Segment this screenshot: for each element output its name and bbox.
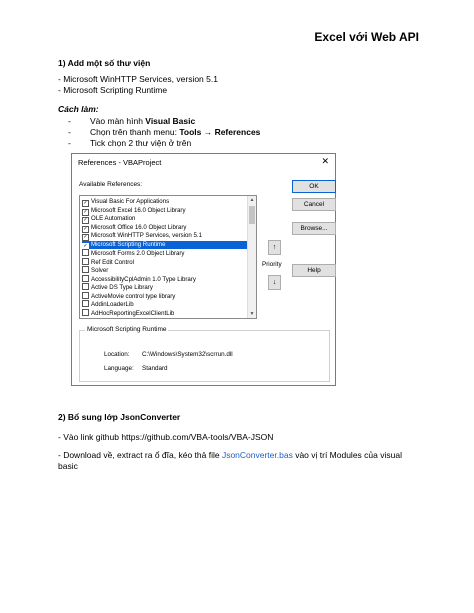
scroll-down-icon[interactable]: ▼ — [249, 311, 255, 317]
instruction-text: vào vị trí Modules của visual — [292, 450, 402, 460]
checkbox-icon[interactable] — [82, 258, 89, 265]
file-link[interactable]: JsonConverter.bas — [221, 450, 293, 460]
reference-item-label: Solver — [91, 267, 109, 274]
checkbox-icon[interactable] — [82, 309, 89, 316]
dialog-title: References - VBAProject — [78, 158, 162, 167]
step-text: Vào màn hình — [90, 116, 146, 126]
step-item — [68, 138, 191, 149]
reference-item[interactable] — [82, 215, 248, 223]
reference-item[interactable] — [82, 292, 248, 300]
scroll-thumb[interactable] — [249, 206, 255, 224]
checkbox-icon[interactable] — [82, 266, 89, 273]
checkbox-icon[interactable] — [82, 275, 89, 282]
list-scrollbar[interactable] — [247, 196, 256, 318]
reference-item-label: Active DS Type Library — [91, 284, 153, 291]
scroll-up-icon[interactable]: ▲ — [249, 197, 255, 203]
reference-item-label: Microsoft Scripting Runtime — [91, 240, 166, 248]
checkbox-icon[interactable] — [82, 300, 89, 307]
bullet-dash: - — [68, 138, 71, 148]
step-text: Chọn trên thanh menu: — [90, 127, 180, 137]
reference-item-label: Microsoft WinHTTP Services, version 5.1 — [91, 232, 202, 239]
reference-item[interactable] — [82, 283, 248, 291]
reference-item[interactable] — [82, 258, 248, 266]
instruction-text: - Download về, extract ra ổ đĩa, kéo thả file — [58, 450, 222, 460]
reference-item[interactable] — [82, 309, 248, 317]
instruction-line — [58, 450, 402, 461]
reference-item[interactable] — [82, 275, 248, 283]
reference-item-label: Microsoft Office 16.0 Object Library — [91, 223, 187, 231]
bullet-dash: - — [68, 127, 71, 137]
checkbox-checked-icon[interactable]: ✓ — [83, 217, 88, 223]
reference-item-label: OLE Automation — [91, 215, 136, 222]
step-text-bold: Tools → References — [179, 127, 261, 137]
reference-item-label: AccessibilityCplAdmin 1.0 Type Library — [91, 275, 196, 283]
help-button[interactable]: Help — [292, 264, 336, 277]
instruction-line: - Vào link github https://github.com/VBA-tools/VBA-JSON — [58, 432, 274, 442]
reference-item-label: Microsoft Excel 16.0 Object Library — [91, 206, 186, 214]
reference-item-label: Visual Basic For Applications — [91, 198, 170, 205]
reference-item[interactable] — [82, 207, 248, 215]
reference-item[interactable] — [82, 249, 248, 257]
language-label: Language: — [104, 365, 134, 372]
reference-item[interactable] — [82, 300, 248, 308]
close-icon[interactable]: ✕ — [321, 156, 329, 166]
checkbox-icon[interactable] — [82, 249, 89, 256]
browse-button[interactable]: Browse... — [292, 222, 336, 235]
reference-item-label: AdHocReportingExcelClientLib — [91, 309, 175, 317]
library-item: - Microsoft Scripting Runtime — [58, 85, 168, 95]
references-list[interactable] — [79, 195, 257, 319]
cancel-button[interactable]: Cancel — [292, 198, 336, 211]
step-item — [68, 116, 195, 127]
reference-item-label: Ref Edit Control — [91, 258, 135, 266]
section-heading: 1) Add một số thư viện — [58, 58, 151, 68]
checkbox-checked-icon[interactable]: ✓ — [83, 208, 88, 215]
checkbox-checked-icon[interactable]: ✓ — [83, 225, 88, 232]
references-dialog — [71, 153, 336, 386]
checkbox-checked-icon[interactable]: ✓ — [83, 200, 88, 206]
language-value: Standard — [142, 365, 168, 372]
reference-item[interactable] — [82, 198, 248, 206]
reference-item[interactable] — [82, 241, 248, 249]
bullet-dash: - — [68, 116, 71, 126]
library-item: - Microsoft WinHTTP Services, version 5.1 — [58, 74, 218, 84]
priority-down-icon[interactable]: ↓ — [268, 275, 281, 290]
how-label: Cách làm: — [58, 104, 99, 114]
reference-item-label: AddinLoaderLib — [91, 301, 134, 308]
priority-label: Priority — [262, 261, 282, 268]
priority-up-icon[interactable]: ↑ — [268, 240, 281, 255]
step-text-bold: Visual Basic — [145, 116, 196, 126]
checkbox-checked-icon[interactable]: ✓ — [83, 242, 88, 249]
instruction-line: basic — [58, 461, 78, 471]
checkbox-icon[interactable] — [82, 292, 89, 299]
available-references-label: Available References: — [79, 181, 143, 188]
reference-item[interactable] — [82, 266, 248, 274]
ok-button[interactable]: OK — [292, 180, 336, 193]
reference-item[interactable] — [82, 232, 248, 240]
reference-item-label: ActiveMovie control type library — [91, 292, 176, 300]
page-title: Excel với Web API — [314, 30, 419, 44]
group-title: Microsoft Scripting Runtime — [87, 326, 167, 333]
reference-item[interactable] — [82, 224, 248, 232]
reference-item-label: Microsoft Forms 2.0 Object Library — [91, 250, 185, 257]
step-text: Tick chọn 2 thư viện ở trên — [90, 138, 192, 148]
step-item — [68, 127, 260, 138]
checkbox-checked-icon[interactable]: ✓ — [83, 234, 88, 240]
section-heading: 2) Bổ sung lớp JsonConverter — [58, 412, 181, 422]
location-value: C:\Windows\System32\scrrun.dll — [142, 351, 233, 358]
location-label: Location: — [104, 351, 130, 358]
reference-info-group — [79, 326, 330, 382]
checkbox-icon[interactable] — [82, 283, 89, 290]
